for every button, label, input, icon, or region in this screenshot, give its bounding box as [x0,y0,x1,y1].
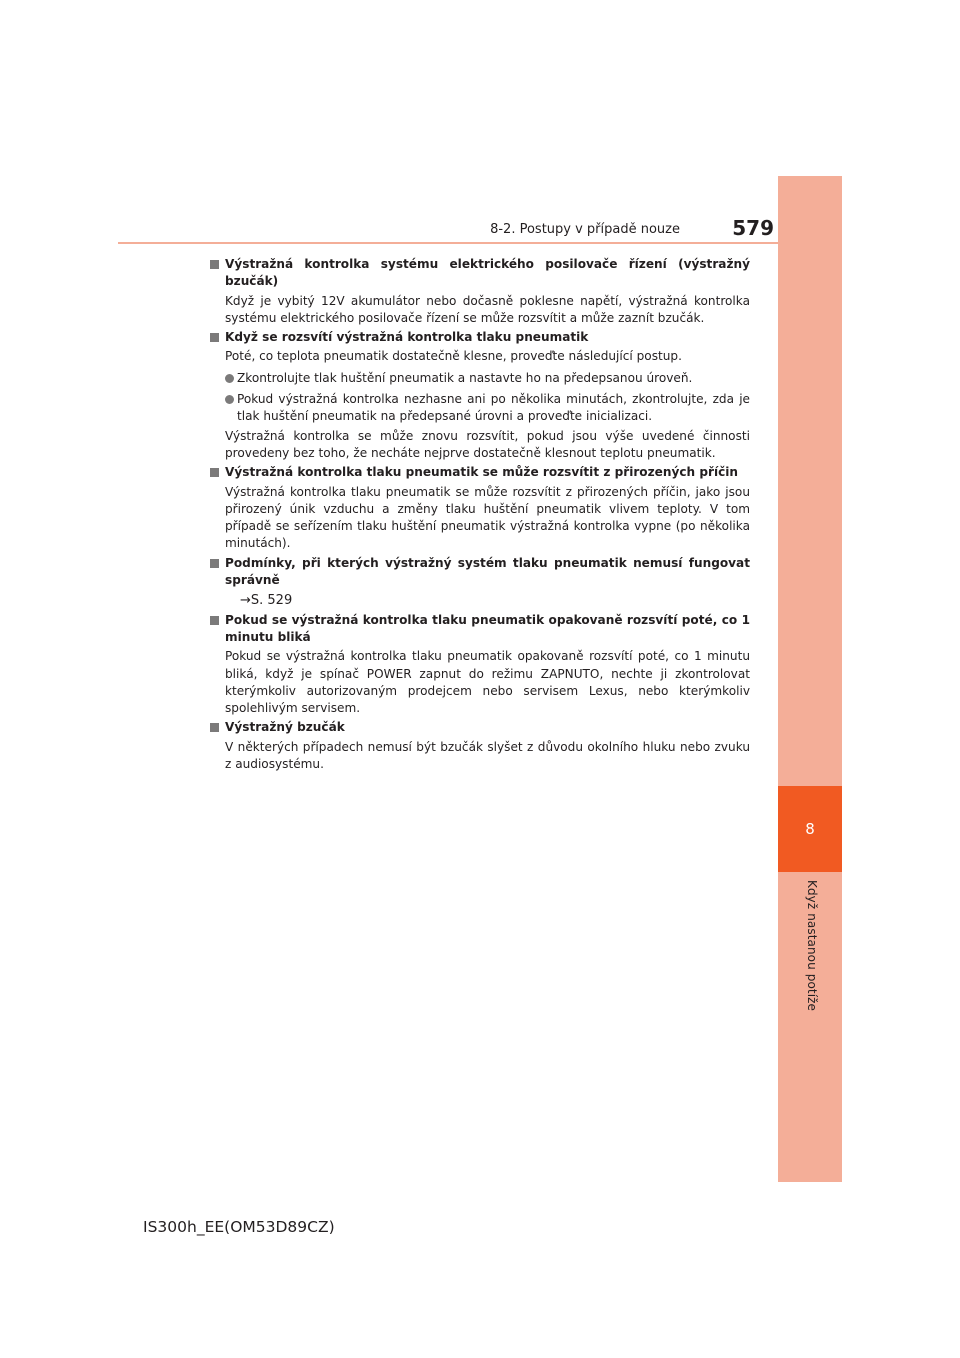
side-tab [778,176,842,1182]
list-item-text: Pokud výstražná kontrolka nezhasne ani po několika minutách, zkontrolujte, zda je tlak huštění pneumatik na předepsané úrovni a proveďte inicializaci. [237,392,750,424]
section-title: 8-2. Postupy v případě nouze [490,222,680,237]
item-repeated-blink [210,612,750,718]
square-bullet-icon [210,559,219,568]
square-bullet-icon [210,616,219,625]
page-number: 579 [732,216,774,240]
item-text: Když je vybitý 12V akumulátor nebo dočasně poklesne napětí, výstražná kontrolka systému elektrického posilovače řízení se může rozsvítit a může zaznít bzučák. [225,293,750,325]
item-warning-buzzer [210,719,750,773]
item-heading: Když se rozsvítí výstražná kontrolka tlaku pneumatik [225,330,589,345]
item-text: Poté, co teplota pneumatik dostatečně klesne, proveďte následující postup. [225,349,682,364]
item-tire-pressure-on [210,329,750,462]
square-bullet-icon [210,468,219,477]
item-heading: Výstražný bzučák [225,720,345,735]
chapter-number-box [778,786,842,872]
header-rule [118,242,778,244]
item-heading: Výstražná kontrolka tlaku pneumatik se může rozsvítit z přirozených příčin [225,465,739,480]
item-text: Pokud se výstražná kontrolka tlaku pneumatik opakovaně rozsvítí poté, co 1 minutu bliká, když je spínač POWER zapnut do režimu ZAPNUTO, nechte ji zkontrolovat kterýmkoliv autorizovaným prodejcem nebo servisem Lexus, nebo kterýmkoliv spolehlivým servisem. [225,649,750,716]
item-natural-causes [210,464,750,552]
list-item-text: Zkontrolujte tlak huštění pneumatik a nastavte ho na předepsanou úroveň. [237,370,693,385]
square-bullet-icon [210,260,219,269]
chapter-title: Když nastanou potíže [805,880,819,1012]
item-text: V některých případech nemusí být bzučák slyšet z důvodu okolního hluku nebo zvuku z audiosystému. [225,739,750,772]
item-heading: Pokud se výstražná kontrolka tlaku pneumatik opakovaně rozsvítí poté, co 1 minutu bliká [225,612,750,644]
circle-bullet-icon [225,395,234,404]
item-conditions [210,555,750,610]
circle-bullet-icon [225,374,234,383]
list-item [210,391,750,426]
item-text: Výstražná kontrolka tlaku pneumatik se může rozsvítit z přirozených příčin, jako jsou přirozený únik vzduchu a změny tlaku huštění pneumatik vlivem teploty. V tom případě se seřízením tlaku huštění pneumatik výstražná kontrolka vypne (po několika minutách). [225,484,750,551]
page-reference-link[interactable]: →S. 529 [240,593,293,609]
item-heading: Podmínky, při kterých výstražný systém tlaku pneumatik nemusí fungovat správně [225,555,750,588]
list-item [210,370,750,387]
item-eps-warning [210,256,750,327]
item-text-after: Výstražná kontrolka se může znovu rozsvítit, pokud jsou výše uvedené činnosti provedeny bez toho, že necháte nejprve dostatečně klesnout teplotu pneumatik. [225,428,750,460]
document-code: IS300h_EE(OM53D89CZ) [143,1218,335,1236]
item-heading: Výstražná kontrolka systému elektrického posilovače řízení (výstražný bzučák) [225,257,750,289]
square-bullet-icon [210,723,219,732]
square-bullet-icon [210,333,219,342]
chapter-number: 8 [805,820,815,838]
content [210,256,750,775]
